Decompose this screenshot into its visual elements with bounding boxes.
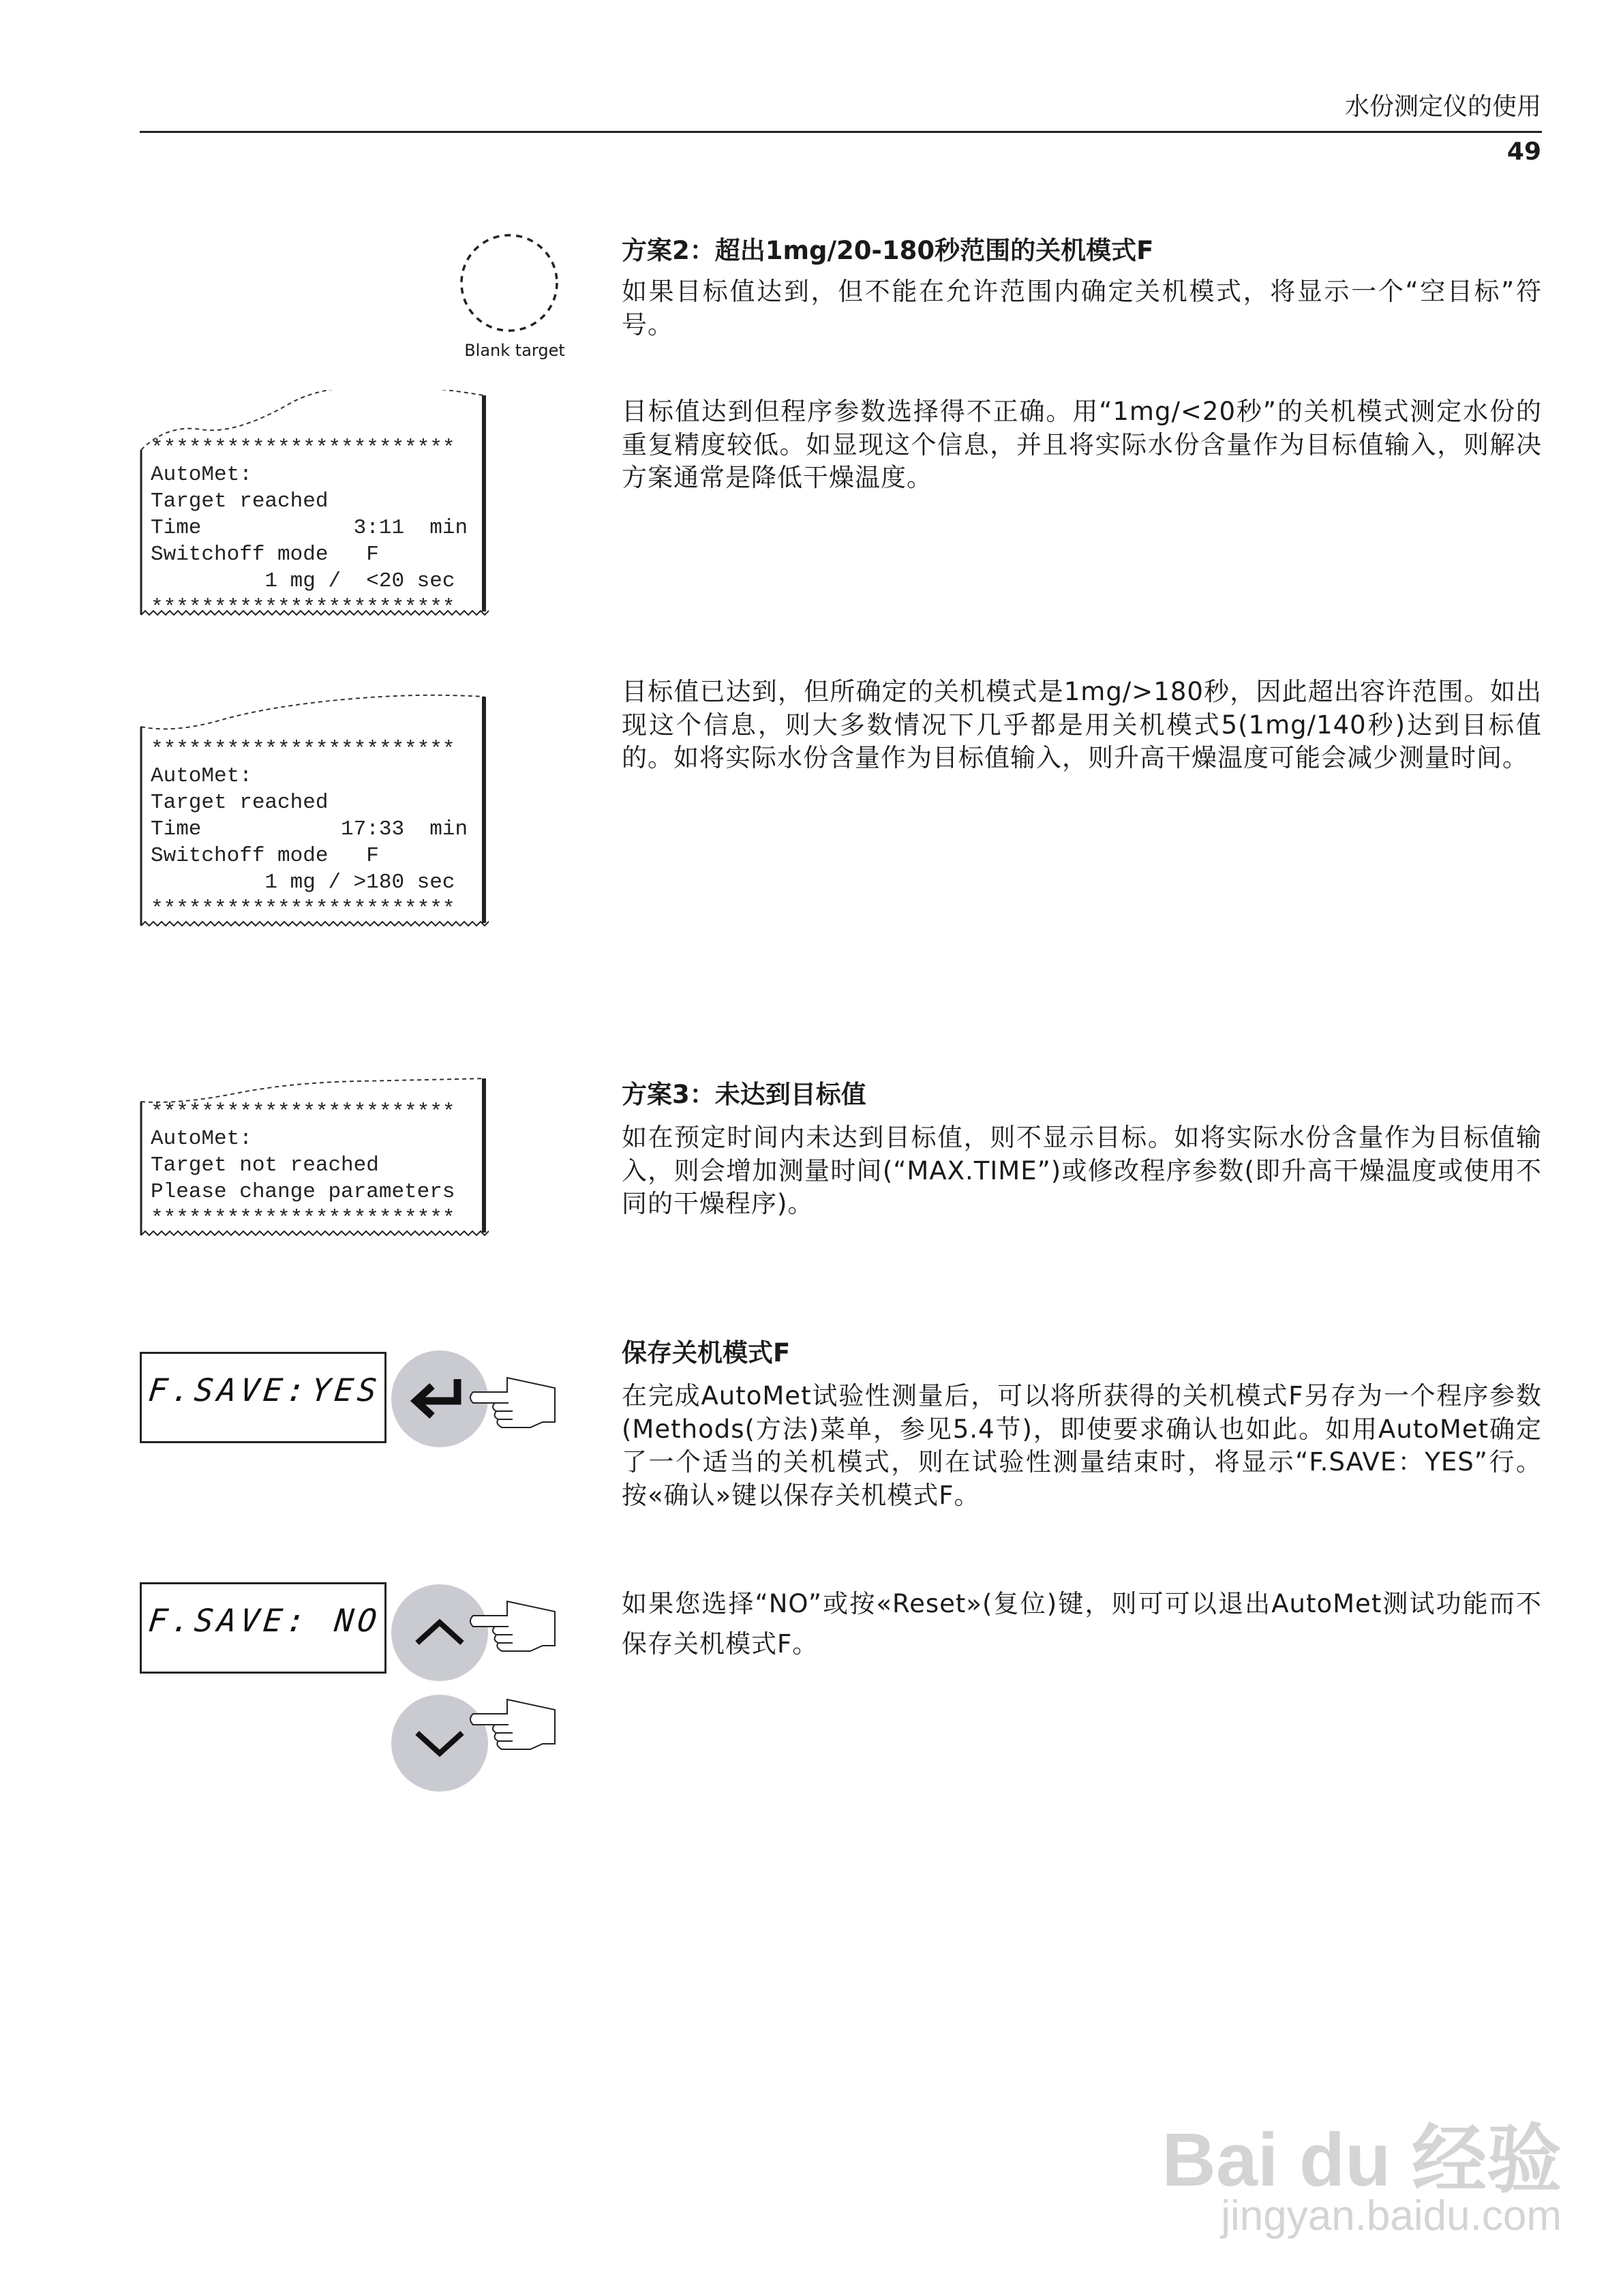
watermark-url: jingyan.baidu.com [1221, 2192, 1562, 2239]
pointing-hand-icon [468, 1697, 563, 1753]
dashed-circle-icon [459, 233, 559, 333]
printout-text: ************************ AutoMet: Target not reached Please change parameters ************************ [151, 1100, 455, 1230]
blank-target-label: Blank target [464, 341, 565, 360]
printout-target-not-reached [140, 1073, 487, 1241]
pointing-hand-icon [468, 1376, 563, 1432]
case3-heading: 方案3：未达到目标值 [622, 1080, 866, 1109]
display-label: F.SAVE: [147, 1372, 312, 1408]
case2-paragraph-2: 目标值达到但程序参数选择得不正确。用“1mg/<20秒”的关机模式测定水份的重复精度较低。如显现这个信息，并且将实际水份含量作为目标值输入，则解决方案通常是降低干燥温度。 [622, 397, 1542, 492]
printout-target-reached-under-20 [140, 390, 487, 622]
display-value: YES [309, 1372, 382, 1408]
pointing-hand-icon [468, 1599, 563, 1655]
display-value: NO [332, 1602, 382, 1639]
watermark-brand: Bai du 经验 [1162, 2118, 1562, 2202]
display-fsave-no [140, 1582, 386, 1674]
case2-paragraph-3: 目标值已达到，但所确定的关机模式是1mg/>180秒，因此超出容许范围。如出现这个信息，则大多数情况下几乎都是用关机模式5(1mg/140秒)达到目标值的。如将实际水份含量作为目标值输入，则升高干燥温度可能会减少测量时间。 [622, 677, 1542, 772]
printout-text: ************************ AutoMet: Target reached Time 17:33 min Switchoff mode F 1 mg / >180 sec ************************ [151, 738, 468, 921]
display-label: F.SAVE: [147, 1602, 312, 1639]
printout-target-reached-over-180 [140, 693, 487, 933]
save-heading: 保存关机模式F [622, 1338, 791, 1368]
running-header: 水份测定仪的使用 [1344, 93, 1541, 121]
display-fsave-yes [140, 1352, 386, 1443]
save-paragraph-1: 在完成AutoMet试验性测量后，可以将所获得的关机模式F另存为一个程序参数(Methods(方法)菜单，参见5.4节)，即使要求确认也如此。如用AutoMet确定了一个适当的关机模式，则在试验性测量结束时，将显示“F.SAVE：YES”行。按«确认»键以保存关机模式F。 [622, 1381, 1542, 1510]
header-rule [140, 131, 1542, 133]
case3-paragraph: 如在预定时间内未达到目标值，则不显示目标。如将实际水份含量作为目标值输入，则会增加测量时间(“MAX.TIME”)或修改程序参数(即升高干燥温度或使用不同的干燥程序)。 [622, 1123, 1542, 1218]
case2-heading: 方案2：超出1mg/20-180秒范围的关机模式F [622, 236, 1154, 265]
case2-paragraph-1: 如果目标值达到，但不能在允许范围内确定关机模式，将显示一个“空目标”符号。 [622, 277, 1542, 339]
page-number: 49 [1506, 138, 1541, 166]
save-paragraph-2: 如果您选择“NO”或按«Reset»(复位)键，则可可以退出AutoMet测试功能而不保存关机模式F。 [622, 1589, 1542, 1659]
printout-text: ************************ AutoMet: Target reached Time 3:11 min Switchoff mode F 1 mg / <20 sec ************************ [151, 436, 468, 620]
